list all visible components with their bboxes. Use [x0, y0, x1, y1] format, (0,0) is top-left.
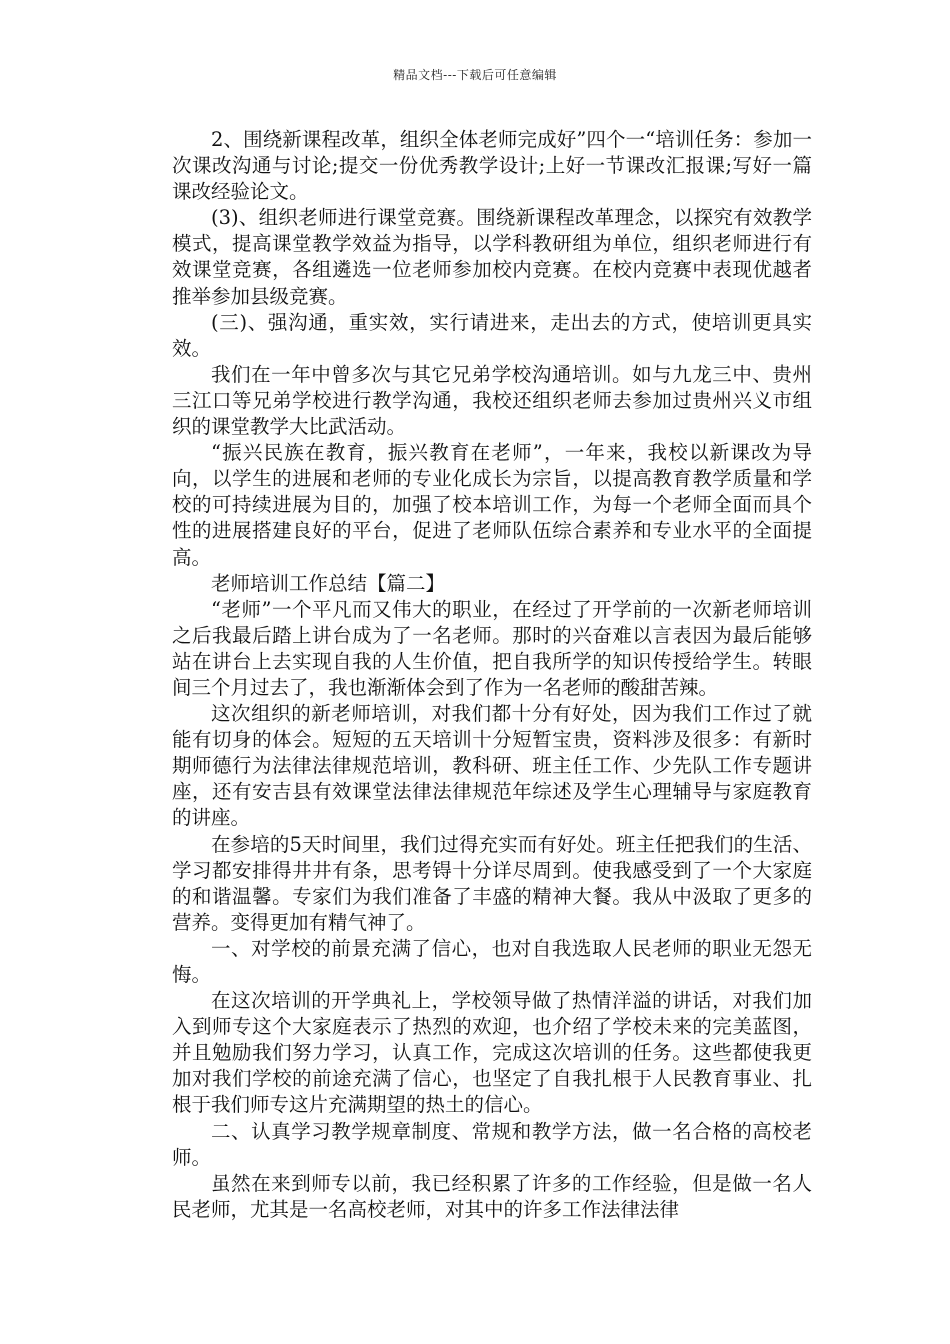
- subheading-study-regulations: 二、认真学习教学规章制度、常规和教学方法，做一名合格的高校老师。: [172, 1119, 812, 1169]
- section-heading-part-two: 老师培训工作总结【篇二】: [211, 571, 446, 595]
- subheading-confidence: 一、对学校的前景充满了信心，也对自我选取人民老师的职业无怨无悔。: [172, 936, 812, 986]
- paragraph-training-tasks: 2、围绕新课程改革，组织全体老师完成好”四个一“培训任务：参加一次课改沟通与讨论;提交一份优秀教学设计;上好一节课改汇报课;写好一篇课改经验论文。: [172, 128, 812, 204]
- paragraph-experience: 虽然在来到师专以前，我已经积累了许多的工作经验，但是做一名人民老师，尤其是一名高校老师，对其中的许多工作法律法律: [172, 1171, 812, 1221]
- document-body: [172, 127, 812, 1223]
- paragraph-strengthen-communication: (三)、强沟通，重实效，实行请进来，走出去的方式，使培训更具实效。: [172, 310, 812, 360]
- page-header: 精品文档---下载后可任意编辑: [393, 68, 557, 82]
- paragraph-new-teacher-training: 这次组织的新老师培训，对我们都十分有好处，因为我们工作过了就能有切身的体会。短短的五天培训十分短暂宝贵，资料涉及很多：有新时期师德行为法律法律规范培训，教科研、班主任工作、少先队工作专题讲座，还有安吉县有效课堂法律法律规范年综述及学生心理辅导与家庭教育的讲座。: [172, 702, 812, 830]
- paragraph-opening-ceremony: 在这次培训的开学典礼上，学校领导做了热情洋溢的讲话，对我们加入到师专这个大家庭表示了热烈的欢迎，也介绍了学校未来的完美蓝图，并且勉励我们努力学习，认真工作，完成这次培训的任务。这些都使我更加对我们学校的前途充满了信心，也坚定了自我扎根于人民教育事业、扎根于我们师专这片充满期望的热土的信心。: [172, 989, 812, 1117]
- paragraph-classroom-competition: (3)、组织老师进行课堂竞赛。围绕新课程改革理念，以探究有效教学模式，提高课堂教学效益为指导，以学科教研组为单位，组织老师进行有效课堂竞赛，各组遴选一位老师参加校内竞赛。在校内竞赛中表现优越者推举参加县级竞赛。: [172, 206, 812, 308]
- paragraph-teacher-profession: “老师”一个平凡而又伟大的职业，在经过了开学前的一次新老师培训之后我最后踏上讲台成为了一名老师。那时的兴奋难以言表因为最后能够站在讲台上去实现自我的人生价值，把自我所学的知识传授给学生。转眼间三个月过去了，我也渐渐体会到了作为一名老师的酸甜苦辣。: [172, 597, 812, 699]
- paragraph-five-day-training: 在参培的5天时间里，我们过得充实而有好处。班主任把我们的生活、学习都安排得井井有条，思考锝十分详尽周到。使我感受到了一个大家庭的和谐温馨。专家们为我们准备了丰盛的精神大餐。我从中汲取了更多的营养。变得更加有精气神了。: [172, 832, 812, 934]
- paragraph-school-exchange: 我们在一年中曾多次与其它兄弟学校沟通培训。如与九龙三中、贵州三江口等兄弟学校进行教学沟通，我校还组织老师去参加过贵州兴义市组织的课堂教学大比武活动。: [172, 362, 812, 439]
- paragraph-education-motto: “振兴民族在教育，振兴教育在老师”，一年来，我校以新课改为导向，以学生的进展和老师的专业化成长为宗旨，以提高教育教学质量和学校的可持续进展为目的，加强了校本培训工作，为每一个老师全面而具个性的进展搭建良好的平台，促进了老师队伍综合素养和专业水平的全面提高。: [172, 441, 812, 569]
